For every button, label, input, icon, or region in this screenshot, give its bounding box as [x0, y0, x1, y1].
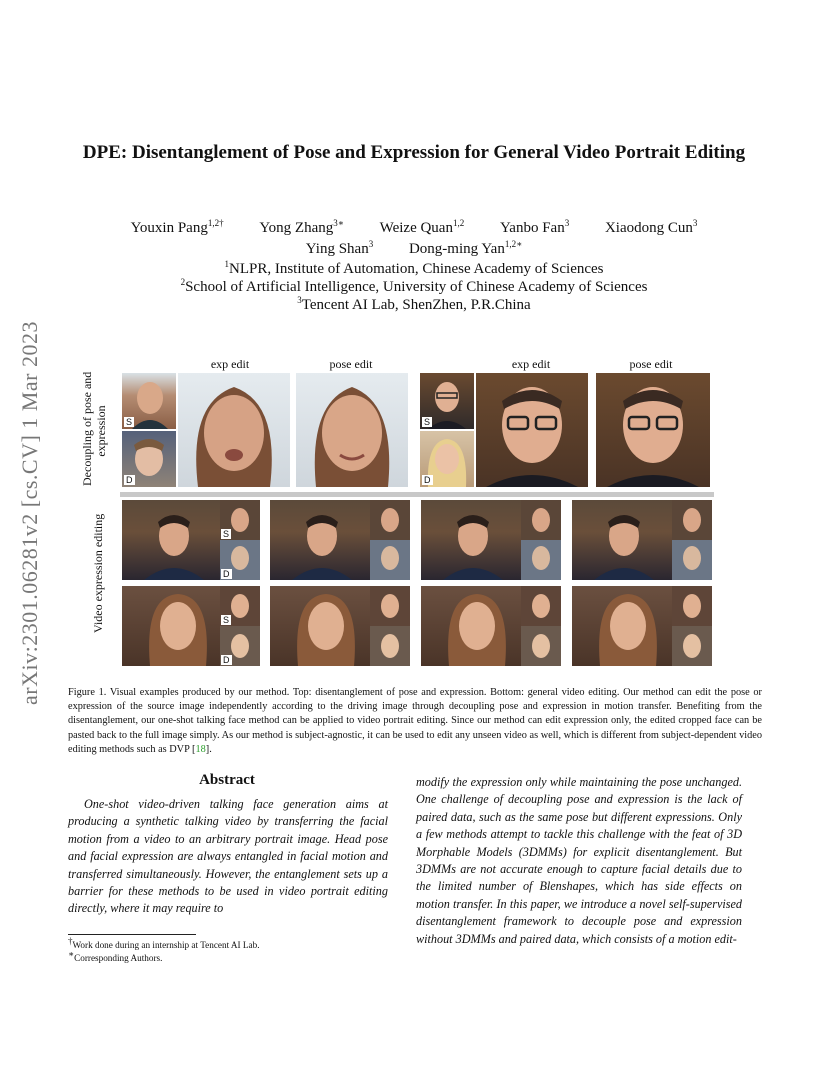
column-label: pose edit	[629, 357, 673, 371]
driving-tag: D	[126, 475, 133, 485]
row-label-decoupling: Decoupling of pose and expression	[80, 371, 108, 486]
video-frame-image	[421, 500, 561, 580]
column-label: pose edit	[329, 357, 373, 371]
driving-tag: D	[223, 569, 230, 579]
source-face-image	[122, 373, 176, 429]
video-frame-image	[270, 500, 410, 580]
video-frame-image	[122, 500, 260, 580]
author: Youxin Pang$^{1,2\dagger}$	[130, 218, 224, 236]
author-list	[60, 218, 768, 260]
driving-face-image	[122, 431, 176, 487]
affiliation: $^1$NLPR, Institute of Automation, Chinese Academy of Sciences	[224, 259, 604, 277]
source-tag: S	[223, 529, 230, 539]
row-label-video-editing: Video expression editing	[91, 513, 105, 633]
footnote: †Work done during an internship at Tencent AI Lab.	[68, 935, 260, 950]
column-label: exp edit	[210, 357, 250, 371]
author: Ying Shan$^3$	[305, 239, 374, 257]
video-frame-image	[572, 586, 712, 666]
affiliation: $^2$School of Artificial Intelligence, University of Chinese Academy of Sciences	[180, 277, 648, 295]
exp-edit-result-image	[178, 373, 290, 487]
author: Weize Quan$^{1,2}$	[379, 218, 465, 236]
paper-title: DPE: Disentanglement of Pose and Expression for General Video Portrait Editing	[82, 142, 746, 163]
author: Yanbo Fan$^3$	[499, 218, 570, 236]
video-frame-image	[122, 586, 260, 666]
footnote-rule	[68, 934, 196, 935]
arxiv-identifier: arXiv:2301.06281v2 [cs.CV] 1 Mar 2023	[17, 321, 42, 705]
figure-separator	[120, 492, 714, 497]
abstract-heading: Abstract	[199, 772, 255, 788]
author: Yong Zhang$^{3∗}$	[259, 218, 344, 236]
exp-edit-result-image	[476, 373, 588, 487]
author: Xiaodong Cun$^3$	[604, 218, 698, 236]
driving-face-image	[420, 431, 474, 487]
column-label: exp edit	[511, 357, 551, 371]
abstract-text-right: modify the expression only while maintaining the pose unchanged. One challenge of decoupling pose and expression is the lack of paired data, such as the same pose but different expressions. Only a few methods attempt to tackle this challenge with the feat of 3D Morphable Models (3DMMs) for explicit disentanglement. But 3DMMs are not accurate enough to capture facial details due to the limited number of Blenshapes, which has side effects on motion transfer. In this paper, we introduce a novel self-supervised disentanglement framework to decouple pose and expression without 3DMMs and paired data, which consists of a motion edit-	[416, 775, 742, 946]
author: Dong-ming Yan$^{1,2∗}$	[408, 239, 523, 257]
source-tag: S	[424, 417, 431, 427]
driving-tag: D	[223, 655, 230, 665]
footnote: ∗Corresponding Authors.	[68, 948, 163, 963]
video-frame-image	[572, 500, 712, 580]
pose-edit-result-image	[296, 373, 408, 487]
source-tag: S	[126, 417, 133, 427]
affiliation: $^3$Tencent AI Lab, ShenZhen, P.R.China	[297, 295, 531, 313]
abstract-text-left: One-shot video-driven talking face generation aims at producing a synthetic talking video by transferring the facial motion from a video to an arbitrary portrait image. Head pose and facial expression are always entangled in facial motion and transferred simultaneously. However, the entanglement sets up a barrier for these methods to be used in video portrait editing directly, where it may require to	[68, 797, 388, 916]
driving-tag: D	[424, 475, 431, 485]
video-frame-image	[421, 586, 561, 666]
source-tag: S	[223, 615, 230, 625]
figure-caption: Figure 1. Visual examples produced by our method. Top: disentanglement of pose and expression. Bottom: general video editing. Our method can edit the pose or expression of the source image independently according to the driving image through decoupling pose and expression in motion transfer. Benefiting from the disentanglement, our one-shot talking face method can be applied to video portrait editing. Since our method can edit expression only, the edited cropped face can be pasted back to the full image simply. As our method is subject-agnostic, it can be used to edit any unseen video as well, which is different from subject-dependent video editing methods such as DVP [18].	[68, 687, 762, 755]
video-frame-image	[270, 586, 410, 666]
source-face-image	[420, 373, 474, 429]
citation-link[interactable]: 18	[195, 743, 206, 755]
pose-edit-result-image	[596, 373, 710, 487]
